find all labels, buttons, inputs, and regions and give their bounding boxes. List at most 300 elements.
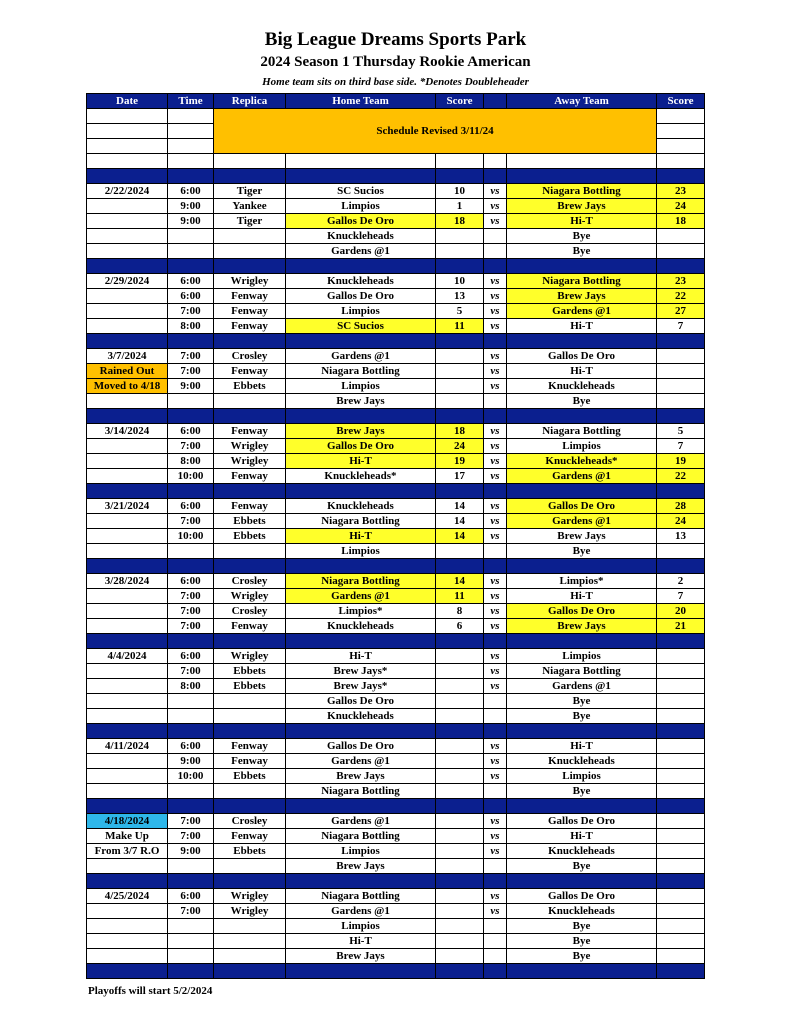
blank-cell [657,124,705,139]
separator-cell [214,409,286,424]
separator-cell [436,484,484,499]
table-row [87,784,705,799]
away-team-cell: Knuckleheads [507,379,657,394]
away-score-cell [657,889,705,904]
vs-cell: vs [484,574,507,589]
date-cell [87,514,168,529]
week-separator [87,169,705,184]
separator-cell [286,874,436,889]
replica-cell [214,394,286,409]
blank-cell [507,154,657,169]
away-team-cell: Niagara Bottling [507,274,657,289]
vs-cell [484,244,507,259]
table-row [87,919,705,934]
replica-cell: Ebbets [214,529,286,544]
table-row [87,739,705,754]
time-cell [168,544,214,559]
home-team-cell: Gallos De Oro [286,739,436,754]
replica-cell: Fenway [214,364,286,379]
away-score-cell: 24 [657,514,705,529]
replica-cell: Wrigley [214,589,286,604]
separator-cell [507,874,657,889]
home-score-cell [436,739,484,754]
away-team-cell: Hi-T [507,214,657,229]
separator-cell [657,259,705,274]
separator-cell [484,559,507,574]
away-score-cell [657,859,705,874]
schedule-revised-banner: Schedule Revised 3/11/24 [214,109,657,154]
separator-cell [484,799,507,814]
table-row [87,304,705,319]
replica-cell: Fenway [214,499,286,514]
col-away-score: Score [657,94,705,109]
home-team-cell: Limpios [286,919,436,934]
separator-cell [168,484,214,499]
table-row [87,319,705,334]
away-team-cell: Gardens @1 [507,514,657,529]
away-score-cell: 21 [657,619,705,634]
date-cell [87,304,168,319]
table-row [87,214,705,229]
time-cell: 8:00 [168,319,214,334]
away-team-cell: Bye [507,784,657,799]
date-cell [87,904,168,919]
home-team-cell: Brew Jays [286,769,436,784]
home-team-cell: Limpios [286,199,436,214]
away-team-cell: Gallos De Oro [507,499,657,514]
home-team-cell: Hi-T [286,454,436,469]
home-team-cell: Limpios [286,379,436,394]
away-score-cell [657,784,705,799]
home-score-cell: 14 [436,529,484,544]
vs-cell: vs [484,739,507,754]
vs-cell: vs [484,349,507,364]
away-team-cell: Bye [507,919,657,934]
home-team-cell: Gallos De Oro [286,694,436,709]
blank-cell [657,139,705,154]
date-cell [87,784,168,799]
away-score-cell [657,949,705,964]
separator-cell [168,724,214,739]
schedule-table [86,93,705,979]
date-cell [87,439,168,454]
table-row [87,364,705,379]
away-score-cell [657,679,705,694]
replica-cell: Ebbets [214,664,286,679]
home-score-cell: 11 [436,319,484,334]
date-cell [87,679,168,694]
table-row [87,574,705,589]
replica-cell [214,919,286,934]
away-score-cell: 18 [657,214,705,229]
replica-cell: Ebbets [214,679,286,694]
separator-cell [507,559,657,574]
away-team-cell: Gardens @1 [507,304,657,319]
date-cell [87,229,168,244]
table-row [87,709,705,724]
away-team-cell: Limpios [507,439,657,454]
home-team-cell: Brew Jays [286,424,436,439]
away-team-cell: Hi-T [507,364,657,379]
replica-cell [214,229,286,244]
home-score-cell: 14 [436,574,484,589]
table-row [87,754,705,769]
time-cell: 6:00 [168,739,214,754]
home-score-cell [436,769,484,784]
separator-cell [436,259,484,274]
separator-cell [657,409,705,424]
away-team-cell: Hi-T [507,829,657,844]
home-score-cell [436,844,484,859]
home-team-cell: Hi-T [286,529,436,544]
away-score-cell [657,364,705,379]
time-cell: 7:00 [168,814,214,829]
blank-row [87,109,705,124]
time-cell [168,394,214,409]
separator-cell [436,724,484,739]
vs-cell: vs [484,289,507,304]
home-team-cell: Hi-T [286,649,436,664]
time-cell: 7:00 [168,829,214,844]
vs-cell [484,784,507,799]
separator-cell [484,724,507,739]
date-cell [87,589,168,604]
vs-cell [484,229,507,244]
away-team-cell: Limpios [507,769,657,784]
separator-cell [507,169,657,184]
blank-cell [657,109,705,124]
home-team-cell: Knuckleheads [286,229,436,244]
home-team-cell: SC Sucios [286,319,436,334]
vs-cell: vs [484,844,507,859]
vs-cell: vs [484,619,507,634]
table-row [87,544,705,559]
vs-cell: vs [484,679,507,694]
separator-cell [87,559,168,574]
away-team-cell: Bye [507,709,657,724]
time-cell [168,919,214,934]
time-cell [168,709,214,724]
replica-cell: Wrigley [214,889,286,904]
away-score-cell: 24 [657,199,705,214]
separator-cell [286,259,436,274]
separator-cell [657,799,705,814]
away-team-cell: Brew Jays [507,289,657,304]
table-row [87,904,705,919]
col-time: Time [168,94,214,109]
time-cell: 7:00 [168,349,214,364]
table-row [87,769,705,784]
time-cell: 6:00 [168,574,214,589]
separator-cell [484,874,507,889]
col-home-team: Home Team [286,94,436,109]
away-team-cell: Gallos De Oro [507,814,657,829]
away-team-cell: Bye [507,694,657,709]
table-row [87,439,705,454]
separator-cell [507,634,657,649]
separator-cell [657,724,705,739]
away-team-cell: Knuckleheads [507,754,657,769]
separator-cell [286,799,436,814]
replica-cell: Fenway [214,829,286,844]
home-score-cell [436,364,484,379]
home-score-cell [436,949,484,964]
separator-cell [214,169,286,184]
home-score-cell [436,394,484,409]
separator-cell [87,169,168,184]
time-cell: 7:00 [168,619,214,634]
home-team-cell: Gardens @1 [286,814,436,829]
replica-cell: Crosley [214,349,286,364]
away-team-cell: Hi-T [507,319,657,334]
separator-cell [87,799,168,814]
home-team-cell: Gallos De Oro [286,289,436,304]
vs-cell: vs [484,454,507,469]
away-team-cell: Knuckleheads* [507,454,657,469]
blank-cell [657,154,705,169]
separator-cell [657,334,705,349]
vs-cell: vs [484,649,507,664]
replica-cell: Fenway [214,619,286,634]
away-score-cell [657,544,705,559]
replica-cell [214,244,286,259]
table-row [87,349,705,364]
table-row [87,469,705,484]
date-cell [87,454,168,469]
vs-cell: vs [484,664,507,679]
week-separator [87,559,705,574]
vs-cell: vs [484,529,507,544]
away-score-cell [657,664,705,679]
blank-cell [168,139,214,154]
away-score-cell: 19 [657,454,705,469]
home-score-cell: 6 [436,619,484,634]
table-row [87,529,705,544]
time-cell: 7:00 [168,304,214,319]
separator-cell [436,409,484,424]
date-cell [87,919,168,934]
blank-cell [286,154,436,169]
home-score-cell [436,784,484,799]
away-score-cell [657,769,705,784]
date-cell [87,694,168,709]
table-row [87,619,705,634]
date-cell: 3/14/2024 [87,424,168,439]
separator-cell [214,334,286,349]
away-team-cell: Limpios [507,649,657,664]
home-score-cell [436,829,484,844]
separator-cell [657,559,705,574]
home-score-cell: 18 [436,214,484,229]
separator-cell [436,964,484,979]
vs-cell: vs [484,199,507,214]
home-team-cell: Knuckleheads [286,274,436,289]
separator-cell [436,799,484,814]
replica-cell [214,949,286,964]
blank-cell [168,154,214,169]
home-score-cell [436,709,484,724]
col-replica: Replica [214,94,286,109]
week-separator [87,964,705,979]
home-team-cell: Knuckleheads [286,499,436,514]
separator-cell [484,634,507,649]
home-score-cell [436,349,484,364]
home-team-cell: Gardens @1 [286,244,436,259]
footer-note: Playoffs will start 5/2/2024 [88,985,213,997]
time-cell [168,244,214,259]
date-cell: Rained Out [87,364,168,379]
table-row [87,679,705,694]
vs-cell: vs [484,889,507,904]
vs-cell: vs [484,364,507,379]
time-cell: 10:00 [168,769,214,784]
replica-cell: Crosley [214,604,286,619]
table-row [87,889,705,904]
time-cell: 7:00 [168,604,214,619]
week-separator [87,724,705,739]
home-score-cell [436,934,484,949]
away-team-cell: Hi-T [507,589,657,604]
header-note: Home team sits on third base side. *Denotes Doubleheader [262,76,529,88]
replica-cell: Wrigley [214,454,286,469]
table-row [87,664,705,679]
vs-cell: vs [484,814,507,829]
away-team-cell: Gallos De Oro [507,604,657,619]
home-score-cell [436,859,484,874]
table-row [87,274,705,289]
time-cell: 6:00 [168,184,214,199]
separator-cell [214,874,286,889]
vs-cell: vs [484,214,507,229]
table-row [87,649,705,664]
time-cell: 7:00 [168,664,214,679]
separator-cell [657,634,705,649]
replica-cell [214,544,286,559]
away-score-cell [657,379,705,394]
date-cell [87,244,168,259]
separator-cell [507,484,657,499]
replica-cell: Ebbets [214,379,286,394]
home-score-cell [436,679,484,694]
time-cell: 6:00 [168,649,214,664]
away-score-cell: 2 [657,574,705,589]
away-score-cell: 27 [657,304,705,319]
table-row [87,814,705,829]
vs-cell: vs [484,499,507,514]
table-row [87,454,705,469]
separator-cell [87,334,168,349]
away-score-cell: 7 [657,319,705,334]
vs-cell: vs [484,604,507,619]
home-team-cell: Gallos De Oro [286,439,436,454]
time-cell: 9:00 [168,214,214,229]
away-team-cell: Gardens @1 [507,679,657,694]
vs-cell: vs [484,439,507,454]
home-team-cell: Brew Jays [286,949,436,964]
replica-cell [214,859,286,874]
separator-cell [484,259,507,274]
vs-cell [484,694,507,709]
away-score-cell: 23 [657,184,705,199]
away-team-cell: Gardens @1 [507,469,657,484]
separator-cell [507,334,657,349]
vs-cell: vs [484,514,507,529]
time-cell: 9:00 [168,379,214,394]
separator-cell [286,724,436,739]
table-row [87,229,705,244]
home-score-cell [436,244,484,259]
vs-cell [484,709,507,724]
separator-cell [168,259,214,274]
away-score-cell: 20 [657,604,705,619]
time-cell [168,229,214,244]
date-cell [87,394,168,409]
home-score-cell: 10 [436,184,484,199]
separator-cell [214,484,286,499]
time-cell [168,949,214,964]
table-row [87,859,705,874]
week-separator [87,409,705,424]
date-cell: Moved to 4/18 [87,379,168,394]
blank-cell [87,109,168,124]
time-cell: 6:00 [168,424,214,439]
away-team-cell: Limpios* [507,574,657,589]
away-score-cell [657,649,705,664]
replica-cell: Ebbets [214,844,286,859]
replica-cell: Yankee [214,199,286,214]
table-row [87,829,705,844]
home-score-cell [436,919,484,934]
separator-cell [436,634,484,649]
time-cell: 7:00 [168,589,214,604]
separator-cell [286,409,436,424]
date-cell: Make Up [87,829,168,844]
replica-cell: Tiger [214,184,286,199]
table-row [87,379,705,394]
table-row [87,949,705,964]
away-score-cell [657,754,705,769]
home-team-cell: Niagara Bottling [286,574,436,589]
separator-cell [87,259,168,274]
separator-cell [286,634,436,649]
away-score-cell: 7 [657,589,705,604]
separator-cell [507,964,657,979]
separator-cell [657,964,705,979]
date-cell [87,934,168,949]
home-score-cell [436,379,484,394]
away-team-cell: Bye [507,859,657,874]
table-row [87,394,705,409]
time-cell [168,859,214,874]
time-cell: 8:00 [168,679,214,694]
separator-cell [507,409,657,424]
table-row [87,514,705,529]
separator-cell [484,409,507,424]
time-cell: 6:00 [168,274,214,289]
separator-cell [87,634,168,649]
date-cell [87,769,168,784]
blank-cell [168,124,214,139]
table-row [87,934,705,949]
home-score-cell [436,754,484,769]
date-cell: 2/22/2024 [87,184,168,199]
separator-cell [87,964,168,979]
away-team-cell: Bye [507,394,657,409]
replica-cell: Ebbets [214,514,286,529]
replica-cell [214,784,286,799]
vs-cell: vs [484,904,507,919]
time-cell: 8:00 [168,454,214,469]
